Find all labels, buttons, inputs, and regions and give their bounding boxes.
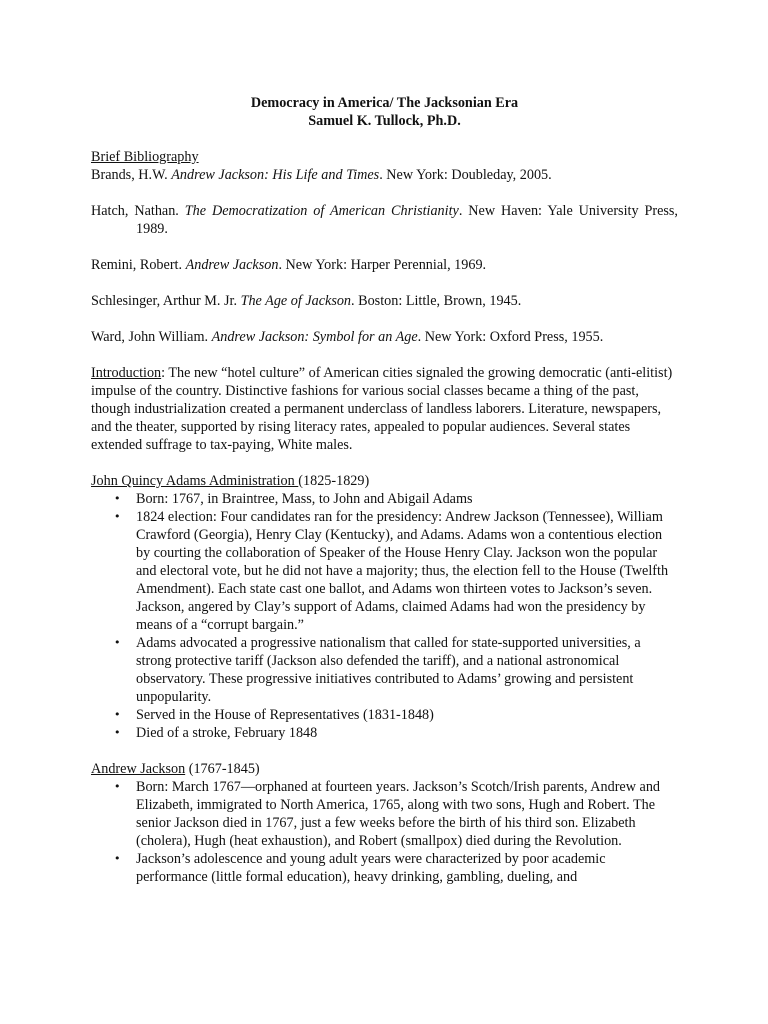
adams-bullet-list bbox=[91, 490, 678, 742]
section-title: John Quincy Adams Administration bbox=[91, 473, 299, 489]
bib-title: Andrew Jackson: Symbol for an Age bbox=[211, 329, 418, 345]
bib-title: Andrew Jackson: His Life and Times bbox=[171, 167, 380, 183]
bib-author: Ward, John William. bbox=[91, 329, 212, 345]
bib-title: Andrew Jackson bbox=[185, 257, 279, 273]
bib-publisher: . New York: Doubleday, 2005. bbox=[379, 167, 552, 183]
bullet-icon: • bbox=[114, 708, 121, 721]
list-item-text: Born: March 1767—orphaned at fourteen years. Jackson’s Scotch/Irish parents, Andrew and Elizabeth, immigrated to North America, 1765, along with two sons, Hugh and Robert. The senior Jackson died in 1767, just a few weeks before the birth of his third son. Elizabeth (cholera), Hugh (heat exhaustion), and Robert (smallpox) died during the Revolution. bbox=[136, 779, 661, 849]
list-item-text: Died of a stroke, February 1848 bbox=[136, 725, 318, 741]
bullet-icon: • bbox=[114, 852, 121, 865]
bibliography-entry bbox=[91, 256, 678, 274]
bibliography-heading: Brief Bibliography bbox=[91, 149, 199, 165]
list-item-text: 1824 election: Four candidates ran for the presidency: Andrew Jackson (Tennessee), William Crawford (Georgia), Henry Clay (Kentucky), and Adams. Adams won a contentious election by courting the collaboration of Speaker of the House Henry Clay. Jackson won the popular and electoral vote, but he did not have a majority; thus, the election fell to the House (Twelfth Amendment). Each state cast one ballot, and Adams won thirteen votes to Jackson’s seven. Jackson, angered by Clay’s support of Adams, claimed Adams had won the presidency by means of a “corrupt bargain.” bbox=[136, 509, 669, 633]
list-item-text: Adams advocated a progressive nationalism that called for state-supported universities, a strong protective tariff (Jackson also defended the tariff), and a national astronomical observatory. These progressive initiatives contributed to Adams’ growing and persistent unpopularity. bbox=[136, 635, 641, 705]
introduction-text: : The new “hotel culture” of American cities signaled the growing democratic (anti-elitist) impulse of the country. Distinctive fashions for various social classes became a thing of the past, though industrialization created a permanent underclass of landless laborers. Literature, newspapers, and the theater, supported by rising literacy rates, appealed to popular audiences. Several states extended suffrage to tax-paying, White males. bbox=[91, 365, 673, 453]
bullet-icon: • bbox=[114, 636, 121, 649]
section-heading-jackson bbox=[91, 760, 678, 778]
introduction-label: Introduction bbox=[91, 365, 162, 381]
document-author: Samuel K. Tullock, Ph.D. bbox=[308, 113, 461, 129]
bib-publisher: . New Haven: Yale University Press, 1989. bbox=[136, 203, 678, 237]
document-title: Democracy in America/ The Jacksonian Era bbox=[250, 95, 519, 111]
bib-author: Brands, H.W. bbox=[91, 167, 172, 183]
list-item bbox=[91, 634, 678, 706]
bib-title: The Age of Jackson bbox=[240, 293, 352, 309]
list-item-text: Jackson’s adolescence and young adult years were characterized by poor academic performance (little formal education), heavy drinking, gambling, dueling, and bbox=[136, 851, 606, 885]
bullet-icon: • bbox=[114, 780, 121, 793]
bib-title: The Democratization of American Christianity bbox=[184, 203, 459, 219]
list-item-text: Served in the House of Representatives (1831-1848) bbox=[136, 707, 434, 723]
section-dates: (1825-1829) bbox=[298, 473, 370, 489]
section-title: Andrew Jackson bbox=[91, 761, 186, 777]
bib-author: Hatch, Nathan. bbox=[91, 203, 185, 219]
list-item bbox=[91, 724, 678, 742]
bib-publisher: . Boston: Little, Brown, 1945. bbox=[351, 293, 522, 309]
section-dates: (1767-1845) bbox=[185, 761, 260, 777]
bibliography-section bbox=[91, 148, 678, 346]
introduction-paragraph bbox=[91, 364, 678, 454]
list-item bbox=[91, 850, 678, 886]
bibliography-entry bbox=[91, 328, 678, 346]
document-body bbox=[91, 94, 678, 886]
bibliography-entry bbox=[91, 166, 678, 184]
bullet-icon: • bbox=[114, 510, 121, 523]
bullet-icon: • bbox=[114, 726, 121, 739]
bibliography-entry bbox=[91, 292, 678, 310]
bibliography-entry bbox=[91, 202, 678, 238]
bib-publisher: . New York: Harper Perennial, 1969. bbox=[278, 257, 487, 273]
bib-publisher: . New York: Oxford Press, 1955. bbox=[417, 329, 604, 345]
list-item bbox=[91, 490, 678, 508]
bib-author: Remini, Robert. bbox=[91, 257, 186, 273]
jackson-bullet-list bbox=[91, 778, 678, 886]
list-item-text: Born: 1767, in Braintree, Mass, to John and Abigail Adams bbox=[136, 491, 473, 507]
section-heading-adams bbox=[91, 472, 678, 490]
list-item bbox=[91, 706, 678, 724]
bib-author: Schlesinger, Arthur M. Jr. bbox=[91, 293, 241, 309]
title-block bbox=[91, 94, 678, 130]
bullet-icon: • bbox=[114, 492, 121, 505]
list-item bbox=[91, 508, 678, 634]
list-item bbox=[91, 778, 678, 850]
